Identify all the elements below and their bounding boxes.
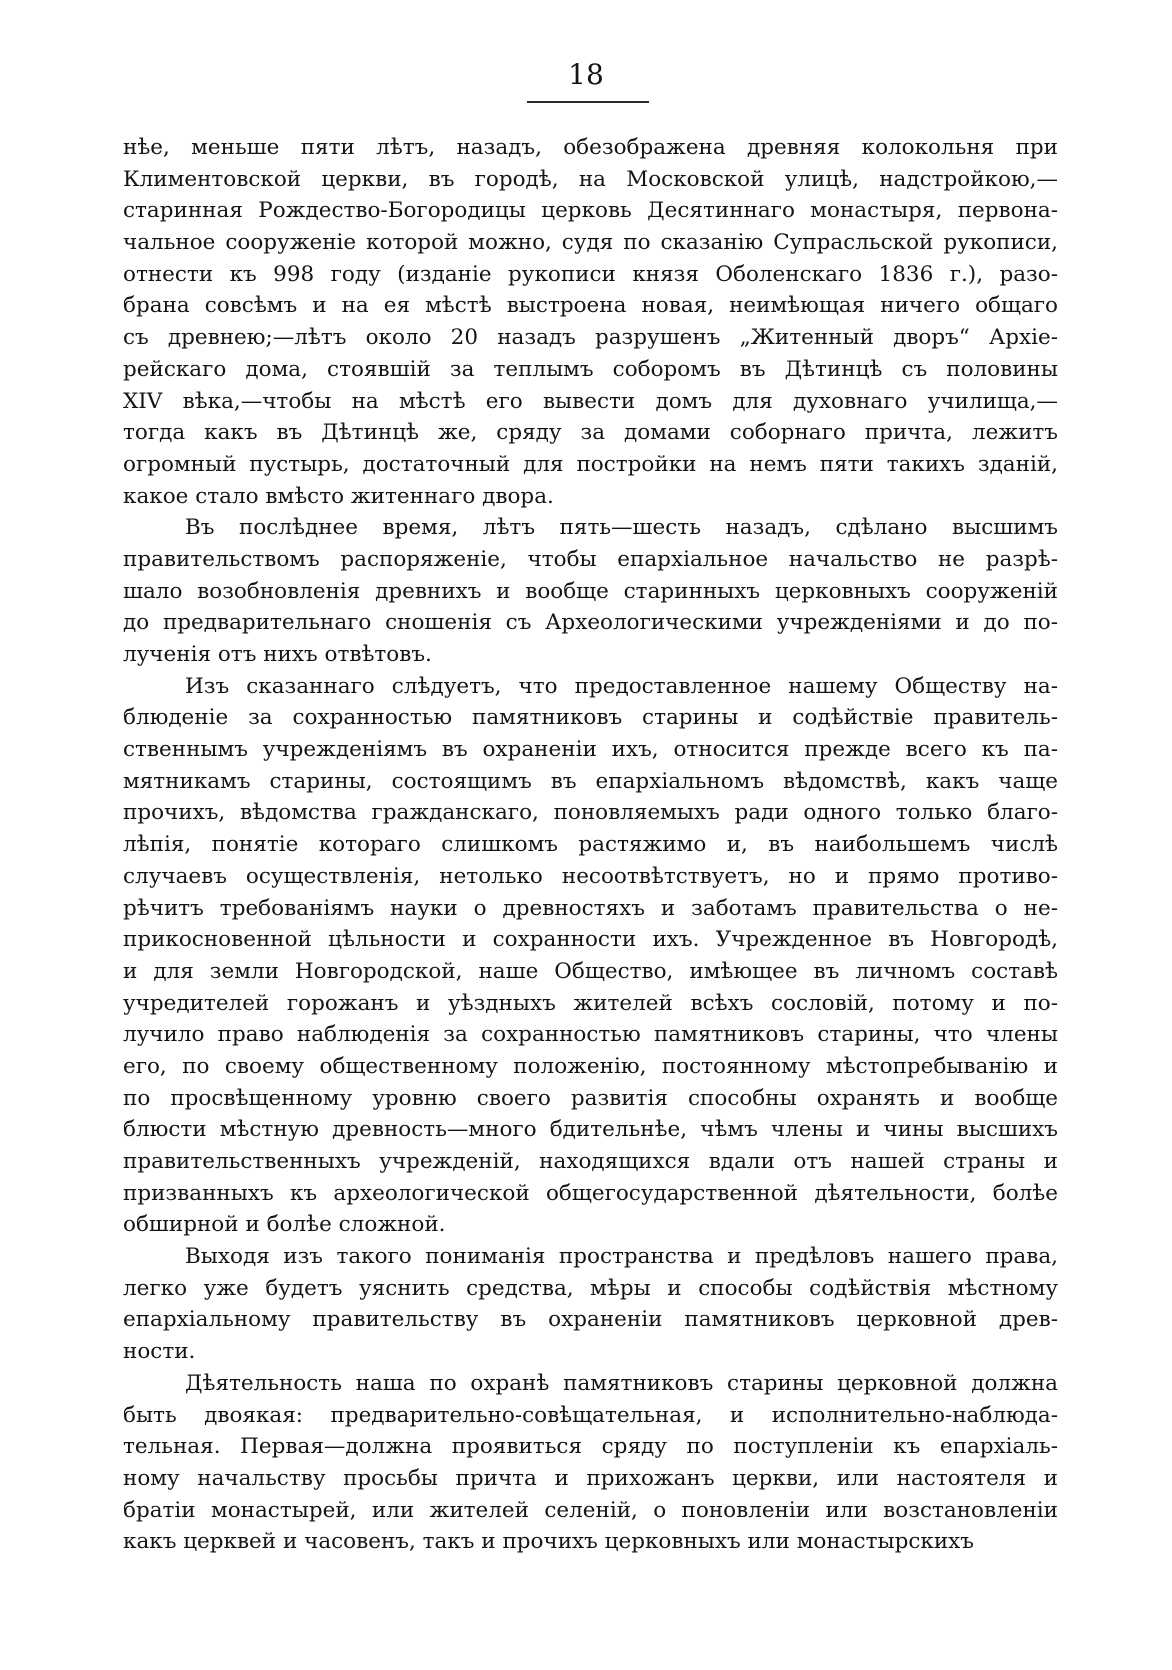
text-line: прикосновенной цѣльности и сохранности ихъ. Учрежденное въ Новгородѣ, [123,927,1058,953]
text-line: обширной и болѣе сложной. [123,1212,446,1238]
text-line: братіи монастырей, или жителей селеній, о поновленіи или возстановленіи [123,1497,1058,1523]
text-line: съ древнею;—лѣтъ около 20 назадъ разрушенъ „Житенный дворъ“ Архіе- [123,325,1058,351]
text-line: старинная Рождество-Богородицы церковь Десятиннаго монастыря, первона- [123,198,1058,224]
text-line: ности. [123,1339,196,1365]
text-line: Въ послѣднее время, лѣтъ пять—шесть назадъ, сдѣлано высшимъ [185,515,1058,541]
text-line: тогда какъ въ Дѣтинцѣ же, сряду за домами соборнаго причта, лежитъ [123,420,1058,446]
text-line: какъ церквей и часовенъ, такъ и прочихъ церковныхъ или монастырскихъ [123,1529,974,1555]
text-line: ственнымъ учрежденіямъ въ охраненіи ихъ, относится прежде всего къ па- [123,737,1058,763]
paragraph [123,1241,1058,1368]
text-line: Дѣятельность наша по охранѣ памятниковъ старины церковной должна [185,1370,1058,1396]
paragraph [123,671,1058,1241]
text-line: правительствомъ распоряженіе, чтобы епархіальное начальство не разрѣ- [123,546,1058,572]
text-line: шало возобновленія древнихъ и вообще старинныхъ церковныхъ сооруженій [123,578,1058,604]
text-line: призванныхъ къ археологической общегосударственной дѣятельности, болѣе [123,1180,1058,1206]
text-line: Климентовской церкви, въ городѣ, на Московской улицѣ, надстройкою,— [123,166,1058,192]
text-line: брана совсѣмъ и на ея мѣстѣ выстроена новая, неимѣющая ничего общаго [123,293,1058,319]
page-number: 18 [568,58,604,91]
body-text [123,132,1058,1558]
text-line: случаевъ осуществленія, нетолько несоотвѣтствуетъ, но и прямо противо- [123,863,1058,889]
text-line: рѣчитъ требованіямъ науки о древностяхъ и заботамъ правительства о не- [123,895,1058,921]
text-line: XIV вѣка,—чтобы на мѣстѣ его вывести домъ для духовнаго училища,— [123,388,1058,414]
text-line: тельная. Первая—должна проявиться сряду по поступленіи къ епархіаль- [123,1434,1058,1460]
text-line: и для земли Новгородской, наше Общество, имѣющее въ личномъ составѣ [123,958,1058,984]
text-line: лѣпія, понятіе котораго слишкомъ растяжимо и, въ наибольшемъ числѣ [123,832,1058,858]
text-line: какое стало вмѣсто житеннаго двора. [123,483,554,509]
text-line: Изъ сказаннаго слѣдуетъ, что предоставленное нашему Обществу на- [185,673,1058,699]
text-line: лученія отъ нихъ отвѣтовъ. [123,642,432,667]
text-line: нѣе, меньше пяти лѣтъ, назадъ, обезображена древняя колокольня при [123,135,1058,160]
text-line: прочихъ, вѣдомства гражданскаго, поновляемыхъ ради одного только благо- [123,800,1058,826]
text-line: до предварительнаго сношенія съ Археологическими учрежденіями и до по- [123,610,1058,636]
text-line: правительственныхъ учрежденій, находящихся вдали отъ нашей страны и [123,1149,1058,1174]
text-line: отнести къ 998 году (изданіе рукописи князя Оболенскаго 1836 г.), разо- [123,261,1058,287]
text-line: легко уже будетъ уяснить средства, мѣры и способы содѣйствія мѣстному [123,1275,1058,1301]
text-line: по просвѣщенному уровню своего развитія способны охранять и вообще [123,1085,1058,1111]
text-line: лучило право наблюденія за сохранностью памятниковъ старины, что члены [123,1022,1058,1048]
text-line: огромный пустырь, достаточный для постройки на немъ пяти такихъ зданій, [123,451,1058,477]
paragraph [123,132,1058,512]
page-number-rule [527,101,649,103]
text-line: блюденіе за сохранностью памятниковъ старины и содѣйствіе правитель- [123,705,1058,731]
text-line: епархіальному правительству въ охраненіи памятниковъ церковной древ- [123,1307,1058,1333]
text-line: мятникамъ старины, состоящимъ въ епархіальномъ вѣдомствѣ, какъ чаще [123,768,1058,794]
paragraph [123,512,1058,670]
text-line: быть двоякая: предварительно-совѣщательная, и исполнительно-наблюда- [123,1402,1058,1428]
text-line: ному начальству просьбы причта и прихожанъ церкви, или настоятеля и [123,1465,1058,1491]
text-line: учредителей горожанъ и уѣздныхъ жителей всѣхъ сословій, потому и по- [123,990,1058,1016]
text-line: его, по своему общественному положенію, постоянному мѣстопребыванію и [123,1053,1058,1079]
paragraph [123,1368,1058,1558]
text-line: рейскаго дома, стоявшій за теплымъ соборомъ въ Дѣтинцѣ съ половины [123,356,1058,382]
text-line: Выходя изъ такого пониманія пространства и предѣловъ нашего права, [185,1244,1058,1270]
text-line: чальное сооруженіе которой можно, судя по сказанію Супрасльской рукописи, [123,230,1058,256]
text-line: блюсти мѣстную древность—много бдительнѣе, чѣмъ члены и чины высшихъ [123,1117,1058,1143]
